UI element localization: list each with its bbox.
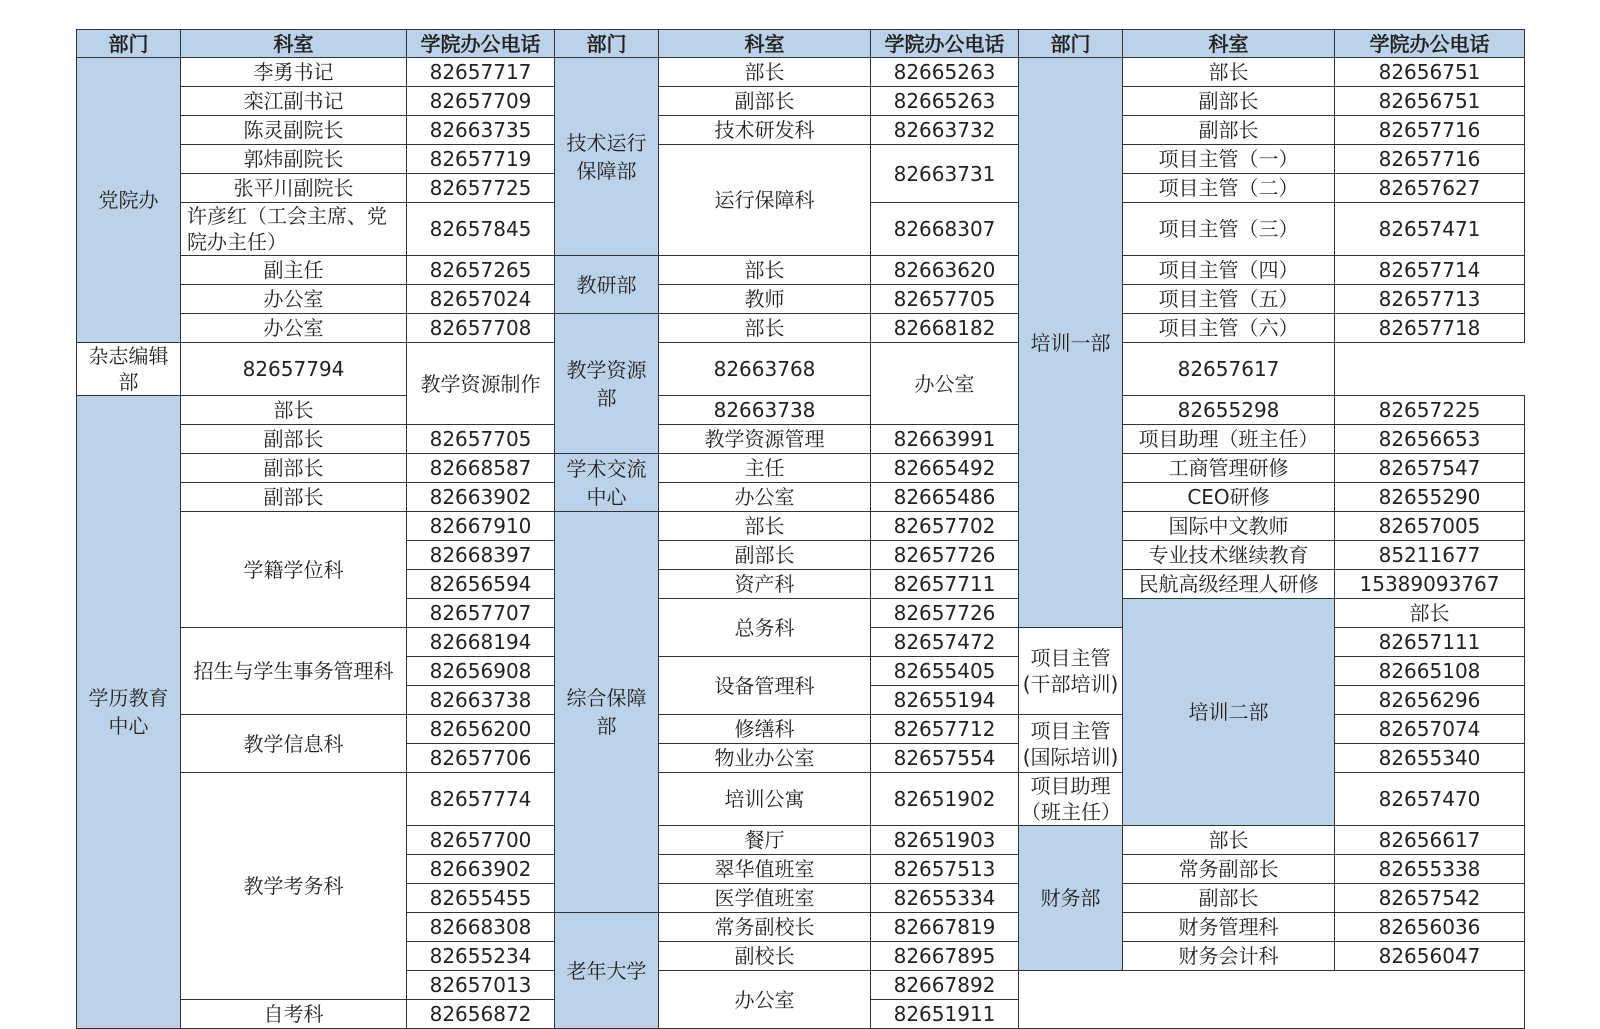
phone-cell: 82656751 <box>1335 58 1525 87</box>
office-cell: 运行保障科 <box>659 145 871 256</box>
phone-cell: 82657719 <box>407 145 555 174</box>
header-dept: 部门 <box>555 30 659 58</box>
dept-cell: 综合保障部 <box>555 512 659 913</box>
phone-cell: 82657471 <box>1335 203 1525 256</box>
header-phone: 学院办公电话 <box>1335 30 1525 58</box>
phone-cell: 82668307 <box>871 203 1019 256</box>
office-cell: 医学值班室 <box>659 884 871 913</box>
office-cell: 设备管理科 <box>659 657 871 715</box>
phone-cell: 82657074 <box>1335 715 1525 744</box>
office-cell: 学籍学位科 <box>181 512 407 628</box>
dept-cell: 老年大学 <box>555 913 659 1029</box>
office-cell: 项目主管（五） <box>1123 285 1335 314</box>
phone-cell: 82657718 <box>1335 314 1525 343</box>
office-cell: 国际中文教师 <box>1123 512 1335 541</box>
office-cell: 培训公寓 <box>659 773 871 826</box>
phone-cell: 82656872 <box>407 1000 555 1029</box>
phone-cell: 82657726 <box>871 541 1019 570</box>
phone-cell: 82657617 <box>1123 343 1335 396</box>
phone-cell: 82657005 <box>1335 512 1525 541</box>
table-row <box>77 343 1525 396</box>
phone-cell: 82656617 <box>1335 826 1525 855</box>
phone-cell: 82663620 <box>871 256 1019 285</box>
phone-cell: 82657716 <box>1335 145 1525 174</box>
office-cell: 翠华值班室 <box>659 855 871 884</box>
phone-cell: 82657513 <box>871 855 1019 884</box>
office-cell: 项目主管（四） <box>1123 256 1335 285</box>
office-cell: 副主任 <box>181 256 407 285</box>
office-cell: 部长 <box>659 58 871 87</box>
office-cell: 副部长 <box>181 454 407 483</box>
office-cell: 项目主管（一） <box>1123 145 1335 174</box>
phone-cell: 82663732 <box>871 116 1019 145</box>
phone-cell: 82663731 <box>871 145 1019 203</box>
phone-cell: 82657470 <box>1335 773 1525 826</box>
phone-cell: 82655338 <box>1335 855 1525 884</box>
office-cell: 教学信息科 <box>181 715 407 773</box>
phone-cell: 82657716 <box>1335 116 1525 145</box>
table-row <box>77 396 1525 425</box>
office-cell: 教学资源管理 <box>659 425 871 454</box>
office-cell: 部长 <box>181 396 407 425</box>
office-cell: 自考科 <box>181 1000 407 1029</box>
phone-cell: 82655455 <box>407 884 555 913</box>
office-cell: 资产科 <box>659 570 871 599</box>
phone-cell: 82657713 <box>1335 285 1525 314</box>
phone-cell: 82668397 <box>407 541 555 570</box>
header-dept: 部门 <box>77 30 181 58</box>
office-cell: 民航高级经理人研修 <box>1123 570 1335 599</box>
phone-cell: 82657709 <box>407 87 555 116</box>
phone-cell: 82663738 <box>659 396 871 425</box>
header-office: 科室 <box>659 30 871 58</box>
phone-cell: 82668587 <box>407 454 555 483</box>
phone-cell: 82651902 <box>871 773 1019 826</box>
office-cell: 副部长 <box>1123 116 1335 145</box>
header-phone: 学院办公电话 <box>871 30 1019 58</box>
dept-cell: 党院办 <box>77 58 181 343</box>
office-cell: 部长 <box>1123 826 1335 855</box>
office-cell: 部长 <box>1335 599 1525 628</box>
phone-cell: 82657700 <box>407 826 555 855</box>
dept-cell: 技术运行保障部 <box>555 58 659 256</box>
phone-cell: 82667892 <box>871 971 1019 1000</box>
office-cell: 副部长 <box>1123 87 1335 116</box>
table-row <box>77 285 1525 314</box>
phone-cell: 82657712 <box>871 715 1019 744</box>
phone-cell: 82655298 <box>1123 396 1335 425</box>
dept-cell: 教学资源部 <box>555 314 659 454</box>
phone-cell: 82657705 <box>871 285 1019 314</box>
phone-cell: 82657627 <box>1335 174 1525 203</box>
phone-cell: 82665486 <box>871 483 1019 512</box>
office-cell: 办公室 <box>181 285 407 314</box>
phone-cell: 82656908 <box>407 657 555 686</box>
empty-cell <box>1019 971 1525 1029</box>
table-row <box>77 483 1525 512</box>
phone-cell: 82657706 <box>407 744 555 773</box>
table-row <box>77 314 1525 343</box>
phone-cell: 82657265 <box>407 256 555 285</box>
office-cell: 副部长 <box>1123 884 1335 913</box>
office-cell: 招生与学生事务管理科 <box>181 628 407 715</box>
office-cell: 餐厅 <box>659 826 871 855</box>
phone-cell: 82668194 <box>407 628 555 657</box>
phone-cell: 82651903 <box>871 826 1019 855</box>
office-cell: 财务管理科 <box>1123 913 1335 942</box>
office-cell: 项目主管（六） <box>1123 314 1335 343</box>
phone-cell: 82667895 <box>871 942 1019 971</box>
office-cell: 项目主管（二） <box>1123 174 1335 203</box>
phone-cell: 82655194 <box>871 686 1019 715</box>
dept-cell: 教研部 <box>555 256 659 314</box>
phone-cell: 82665492 <box>871 454 1019 483</box>
phone-cell: 82657472 <box>871 628 1019 657</box>
phone-cell: 82657225 <box>1335 396 1525 425</box>
office-cell: 办公室 <box>871 343 1019 425</box>
office-cell: 部长 <box>659 512 871 541</box>
table-row <box>77 512 1525 541</box>
phone-cell: 82655405 <box>871 657 1019 686</box>
phone-cell: 82657714 <box>1335 256 1525 285</box>
office-cell: 部长 <box>1123 58 1335 87</box>
office-cell: 技术研发科 <box>659 116 871 145</box>
phone-cell: 82657845 <box>407 203 555 256</box>
office-cell: 副校长 <box>659 942 871 971</box>
office-cell: 修缮科 <box>659 715 871 744</box>
phone-cell: 82657702 <box>871 512 1019 541</box>
dept-cell: 财务部 <box>1019 826 1123 971</box>
phone-cell: 82657024 <box>407 285 555 314</box>
table-row <box>77 256 1525 285</box>
phone-cell: 82656036 <box>1335 913 1525 942</box>
phone-cell: 82657554 <box>871 744 1019 773</box>
table-row <box>77 58 1525 87</box>
phone-cell: 82656594 <box>407 570 555 599</box>
office-cell: 教师 <box>659 285 871 314</box>
office-cell: CEO研修 <box>1123 483 1335 512</box>
phone-cell: 82663735 <box>407 116 555 145</box>
phone-cell: 82663768 <box>659 343 871 396</box>
office-cell: 项目助理（班主任） <box>1123 425 1335 454</box>
phone-cell: 82665108 <box>1335 657 1525 686</box>
office-cell: 部长 <box>659 314 871 343</box>
phone-cell: 82667910 <box>407 512 555 541</box>
header-phone: 学院办公电话 <box>407 30 555 58</box>
phone-cell: 82656200 <box>407 715 555 744</box>
table-row <box>77 454 1525 483</box>
phone-cell: 82657708 <box>407 314 555 343</box>
office-cell: 教学资源制作 <box>407 343 555 425</box>
office-cell: 部长 <box>659 256 871 285</box>
phone-cell: 82655340 <box>1335 744 1525 773</box>
phone-cell: 82655290 <box>1335 483 1525 512</box>
phone-cell: 82656653 <box>1335 425 1525 454</box>
table-row <box>77 425 1525 454</box>
phone-cell: 82657717 <box>407 58 555 87</box>
office-cell: 项目主管(干部培训) <box>1019 628 1123 715</box>
office-cell: 办公室 <box>659 483 871 512</box>
phone-cell: 82657726 <box>871 599 1019 628</box>
office-cell: 主任 <box>659 454 871 483</box>
office-cell: 专业技术继续教育 <box>1123 541 1335 570</box>
header-office: 科室 <box>1123 30 1335 58</box>
office-cell: 项目主管（三） <box>1123 203 1335 256</box>
phone-directory-table <box>76 29 1525 1029</box>
phone-cell: 82665263 <box>871 58 1019 87</box>
phone-cell: 82657774 <box>407 773 555 826</box>
phone-cell: 82657711 <box>871 570 1019 599</box>
phone-cell: 82663902 <box>407 483 555 512</box>
office-cell: 李勇书记 <box>181 58 407 87</box>
office-cell: 郭炜副院长 <box>181 145 407 174</box>
phone-cell: 82657547 <box>1335 454 1525 483</box>
phone-cell: 82668308 <box>407 913 555 942</box>
phone-cell: 85211677 <box>1335 541 1525 570</box>
phone-cell: 82656047 <box>1335 942 1525 971</box>
phone-cell: 82663991 <box>871 425 1019 454</box>
phone-cell: 82668182 <box>871 314 1019 343</box>
phone-cell: 82667819 <box>871 913 1019 942</box>
phone-cell: 82657707 <box>407 599 555 628</box>
office-cell: 办公室 <box>659 971 871 1029</box>
office-cell: 副部长 <box>659 541 871 570</box>
phone-cell: 82657794 <box>181 343 407 396</box>
header-office: 科室 <box>181 30 407 58</box>
dept-cell: 培训二部 <box>1123 599 1335 826</box>
office-cell: 项目主管(国际培训) <box>1019 715 1123 773</box>
dept-cell: 培训一部 <box>1019 58 1123 628</box>
phone-cell: 82656751 <box>1335 87 1525 116</box>
office-cell: 陈灵副院长 <box>181 116 407 145</box>
phone-cell: 82656296 <box>1335 686 1525 715</box>
office-cell: 物业办公室 <box>659 744 871 773</box>
phone-cell: 15389093767 <box>1335 570 1525 599</box>
office-cell: 副部长 <box>659 87 871 116</box>
office-cell: 教学考务科 <box>181 773 407 1000</box>
phone-cell: 82657705 <box>407 425 555 454</box>
office-cell: 栾江副书记 <box>181 87 407 116</box>
office-cell: 许彦红（工会主席、党院办主任） <box>181 203 407 256</box>
office-cell: 副部长 <box>181 483 407 512</box>
office-cell: 副部长 <box>181 425 407 454</box>
office-cell: 财务会计科 <box>1123 942 1335 971</box>
phone-cell: 82655234 <box>407 942 555 971</box>
dept-cell: 学术交流中心 <box>555 454 659 512</box>
office-cell: 常务副校长 <box>659 913 871 942</box>
table-row <box>77 145 1525 174</box>
phone-cell: 82657013 <box>407 971 555 1000</box>
office-cell: 杂志编辑部 <box>77 343 181 396</box>
phone-cell: 82657725 <box>407 174 555 203</box>
header-row <box>77 30 1525 58</box>
office-cell: 常务副部长 <box>1123 855 1335 884</box>
phone-cell: 82657542 <box>1335 884 1525 913</box>
table-row <box>77 87 1525 116</box>
table-row <box>77 116 1525 145</box>
phone-cell: 82655334 <box>871 884 1019 913</box>
office-cell: 总务科 <box>659 599 871 657</box>
phone-cell: 82663902 <box>407 855 555 884</box>
phone-cell: 82663738 <box>407 686 555 715</box>
office-cell: 工商管理研修 <box>1123 454 1335 483</box>
office-cell: 项目助理（班主任） <box>1019 773 1123 826</box>
phone-cell: 82665263 <box>871 87 1019 116</box>
office-cell: 张平川副院长 <box>181 174 407 203</box>
dept-cell: 学历教育中心 <box>77 396 181 1029</box>
office-cell: 办公室 <box>181 314 407 343</box>
header-dept: 部门 <box>1019 30 1123 58</box>
phone-cell: 82651911 <box>871 1000 1019 1029</box>
phone-cell: 82657111 <box>1335 628 1525 657</box>
